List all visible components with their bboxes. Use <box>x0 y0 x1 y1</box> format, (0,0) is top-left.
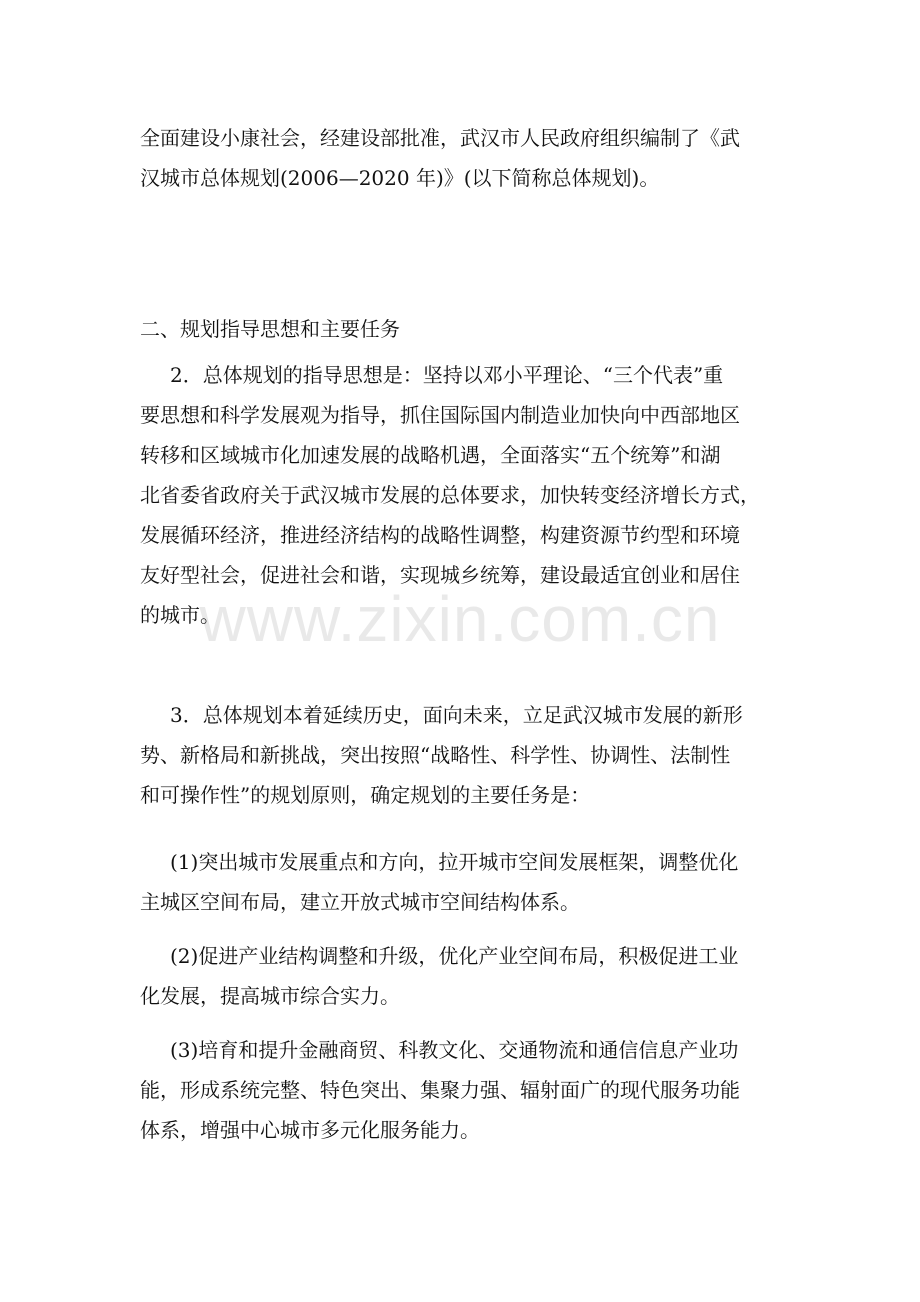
text-line: (2)促进产业结构调整和升级，优化产业空间布局，积极促进工业 <box>170 944 739 968</box>
text-line: 转移和区域城市化加速发展的战略机遇，全面落实“五个统筹”和湖 <box>140 443 721 467</box>
text-line: 2．总体规划的指导思想是：坚持以邓小平理论、“三个代表”重 <box>170 363 724 387</box>
text-line: 3．总体规划本着延续历史，面向未来，立足武汉城市发展的新形 <box>170 703 743 727</box>
paragraph-2 <box>140 355 780 635</box>
text-line: 北省委省政府关于武汉城市发展的总体要求，加快转变经济增长方式， <box>140 483 760 507</box>
text-line: (1)突出城市发展重点和方向，拉开城市空间发展框架，调整优化 <box>170 850 739 874</box>
text-line: 汉城市总体规划(2006—2020 年)》(以下简称总体规划)。 <box>140 166 660 190</box>
text-line: 和可操作性”的规划原则，确定规划的主要任务是： <box>140 783 591 807</box>
text-line: 发展循环经济，推进经济结构的战略性调整，构建资源节约型和环境 <box>140 523 740 547</box>
text-line: 要思想和科学发展观为指导，抓住国际国内制造业加快向中西部地区 <box>140 403 740 427</box>
text-line: 主城区空间布局，建立开放式城市空间结构体系。 <box>140 890 580 914</box>
list-item-1 <box>140 842 780 922</box>
text-line: 化发展，提高城市综合实力。 <box>140 984 400 1008</box>
section-heading <box>140 309 780 349</box>
text-line: 势、新格局和新挑战，突出按照“战略性、科学性、协调性、法制性 <box>140 743 731 767</box>
list-item-2 <box>140 936 780 1016</box>
text-line: 全面建设小康社会，经建设部批准，武汉市人民政府组织编制了《武 <box>140 126 740 150</box>
list-item-3 <box>140 1030 780 1150</box>
watermark: www.zixin.com.cn <box>199 583 721 655</box>
paragraph-3 <box>140 695 780 815</box>
text-line: 的城市。 <box>140 603 220 627</box>
text-line: 能，形成系统完整、特色突出、集聚力强、辐射面广的现代服务功能 <box>140 1078 740 1102</box>
text-line: (3)培育和提升金融商贸、科教文化、交通物流和通信信息产业功 <box>170 1038 739 1062</box>
section-heading-text: 二、规划指导思想和主要任务 <box>140 317 400 341</box>
text-line: 友好型社会，促进社会和谐，实现城乡统筹，建设最适宜创业和居住 <box>140 563 740 587</box>
paragraph-intro <box>140 118 780 198</box>
text-line: 体系，增强中心城市多元化服务能力。 <box>140 1118 480 1142</box>
